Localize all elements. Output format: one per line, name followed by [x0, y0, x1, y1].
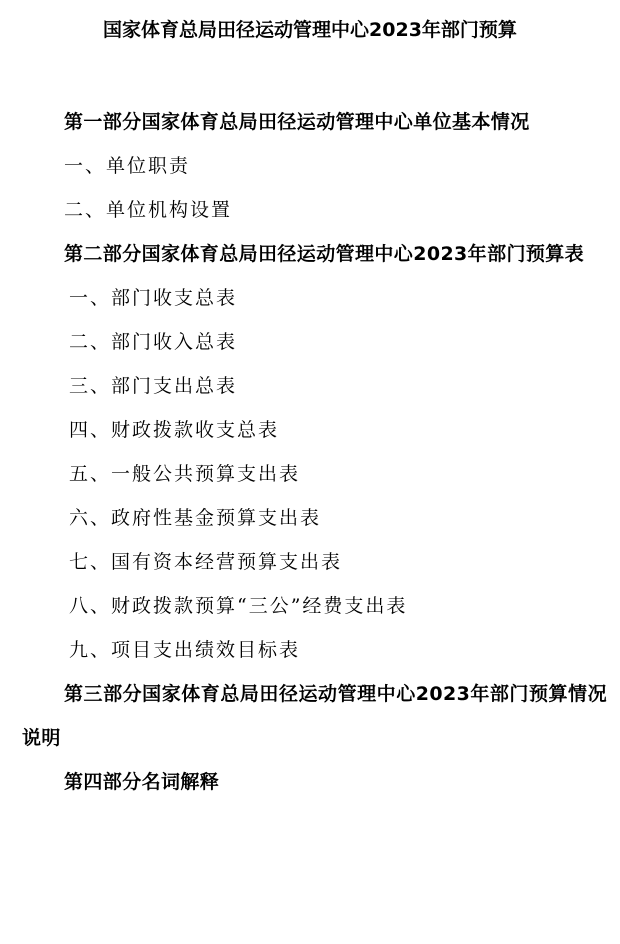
- part2-item-5: 五、一般公共预算支出表: [69, 463, 301, 485]
- part2-item-7: 七、国有资本经营预算支出表: [69, 551, 343, 573]
- part3-heading: 第三部分国家体育总局田径运动管理中心2023年部门预算情况说明: [22, 683, 607, 749]
- part2-item-2: 二、部门收入总表: [69, 331, 238, 353]
- table-of-contents: [22, 100, 607, 804]
- part2-item-9: 九、项目支出绩效目标表: [69, 639, 301, 661]
- part2-item-1: 一、部门收支总表: [69, 287, 238, 309]
- document-title: 国家体育总局田径运动管理中心2023年部门预算: [103, 19, 517, 41]
- part2-item-6: 六、政府性基金预算支出表: [69, 507, 322, 529]
- part1-item-1: 一、单位职责: [64, 155, 191, 177]
- part2-item-8: 八、财政拨款预算“三公”经费支出表: [69, 595, 408, 617]
- part2-item-4: 四、财政拨款收支总表: [69, 419, 280, 441]
- part1-heading: 第一部分国家体育总局田径运动管理中心单位基本情况: [64, 111, 530, 133]
- part1-item-2: 二、单位机构设置: [64, 199, 233, 221]
- part4-heading: 第四部分名词解释: [64, 771, 220, 793]
- part2-heading: 第二部分国家体育总局田径运动管理中心2023年部门预算表: [64, 243, 585, 265]
- part2-item-3: 三、部门支出总表: [69, 375, 238, 397]
